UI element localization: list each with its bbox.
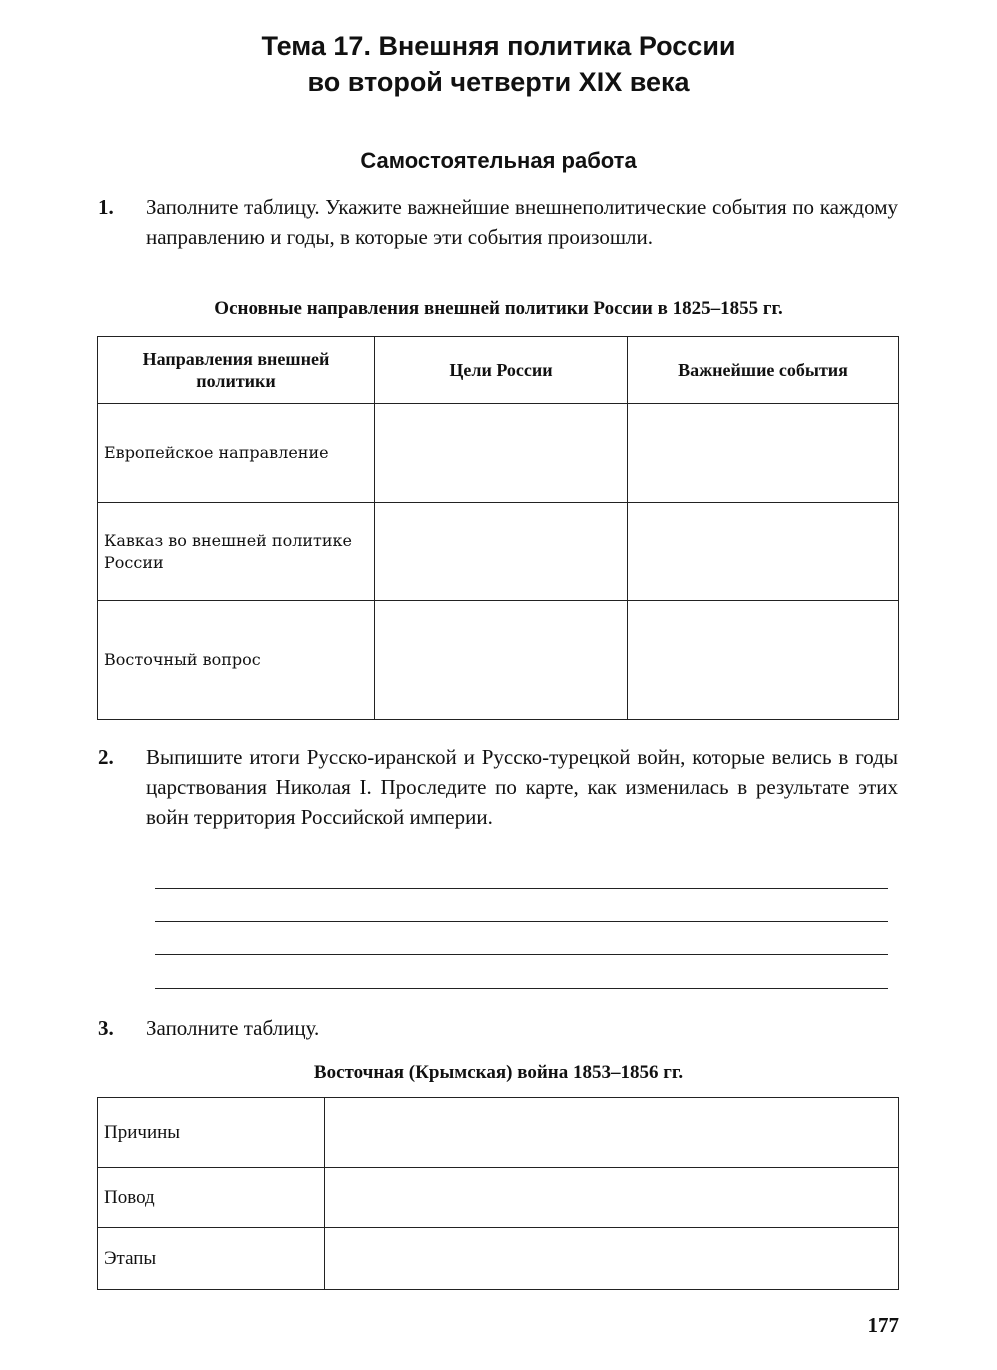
task-3 — [98, 1013, 898, 1043]
direction-cell: Кавказ во внешней политике России — [98, 503, 375, 601]
table-1-caption: Основные направления внешней политики России в 1825–1855 гг. — [214, 298, 783, 319]
task-number: 3. — [98, 1016, 114, 1040]
task-1 — [98, 192, 898, 252]
header-goals: Цели России — [375, 337, 628, 404]
table-2-caption: Восточная (Крымская) война 1853–1856 гг. — [313, 1062, 684, 1083]
task-text: Заполните таблицу. — [146, 1016, 320, 1040]
table-row — [98, 1168, 899, 1228]
events-cell[interactable] — [628, 503, 899, 601]
task-text: Выпишите итоги Русско-иранской и Русско-турецкой войн, которые велись в годы царствования Николая I. Проследите по карте, как изменилась в результате этих войн территория Российской империи. — [146, 745, 898, 829]
table-header-row — [98, 337, 899, 404]
goals-cell[interactable] — [375, 404, 628, 503]
answer-line[interactable] — [155, 988, 888, 989]
task-text: Заполните таблицу. Укажите важнейшие внешнеполитические события по каждому направлению и годы, в которые эти события произошли. — [146, 195, 898, 249]
table-row — [98, 601, 899, 720]
table-row — [98, 1228, 899, 1290]
title-line-1: Тема 17. Внешняя политика России — [261, 31, 736, 61]
table-row — [98, 503, 899, 601]
task-number: 1. — [98, 195, 114, 219]
table-row — [98, 404, 899, 503]
row-label: Этапы — [98, 1228, 325, 1290]
value-cell[interactable] — [325, 1098, 899, 1168]
value-cell[interactable] — [325, 1228, 899, 1290]
row-label: Причины — [98, 1098, 325, 1168]
answer-line[interactable] — [155, 954, 888, 955]
page-title — [0, 28, 997, 100]
crimean-war-table — [97, 1097, 899, 1290]
events-cell[interactable] — [628, 404, 899, 503]
section-title: Самостоятельная работа — [360, 148, 637, 173]
foreign-policy-table — [97, 336, 899, 720]
row-label: Повод — [98, 1168, 325, 1228]
task-2 — [98, 742, 898, 832]
direction-cell: Европейское направление — [98, 404, 375, 503]
header-events: Важнейшие события — [628, 337, 899, 404]
goals-cell[interactable] — [375, 503, 628, 601]
direction-cell: Восточный вопрос — [98, 601, 375, 720]
task-number: 2. — [98, 745, 114, 769]
header-directions: Направления внешней политики — [98, 337, 375, 404]
answer-line[interactable] — [155, 921, 888, 922]
title-line-2: во второй четверти XIX века — [307, 67, 690, 97]
goals-cell[interactable] — [375, 601, 628, 720]
page-number: 177 — [867, 1313, 899, 1337]
answer-line[interactable] — [155, 888, 888, 889]
table-row — [98, 1098, 899, 1168]
events-cell[interactable] — [628, 601, 899, 720]
value-cell[interactable] — [325, 1168, 899, 1228]
